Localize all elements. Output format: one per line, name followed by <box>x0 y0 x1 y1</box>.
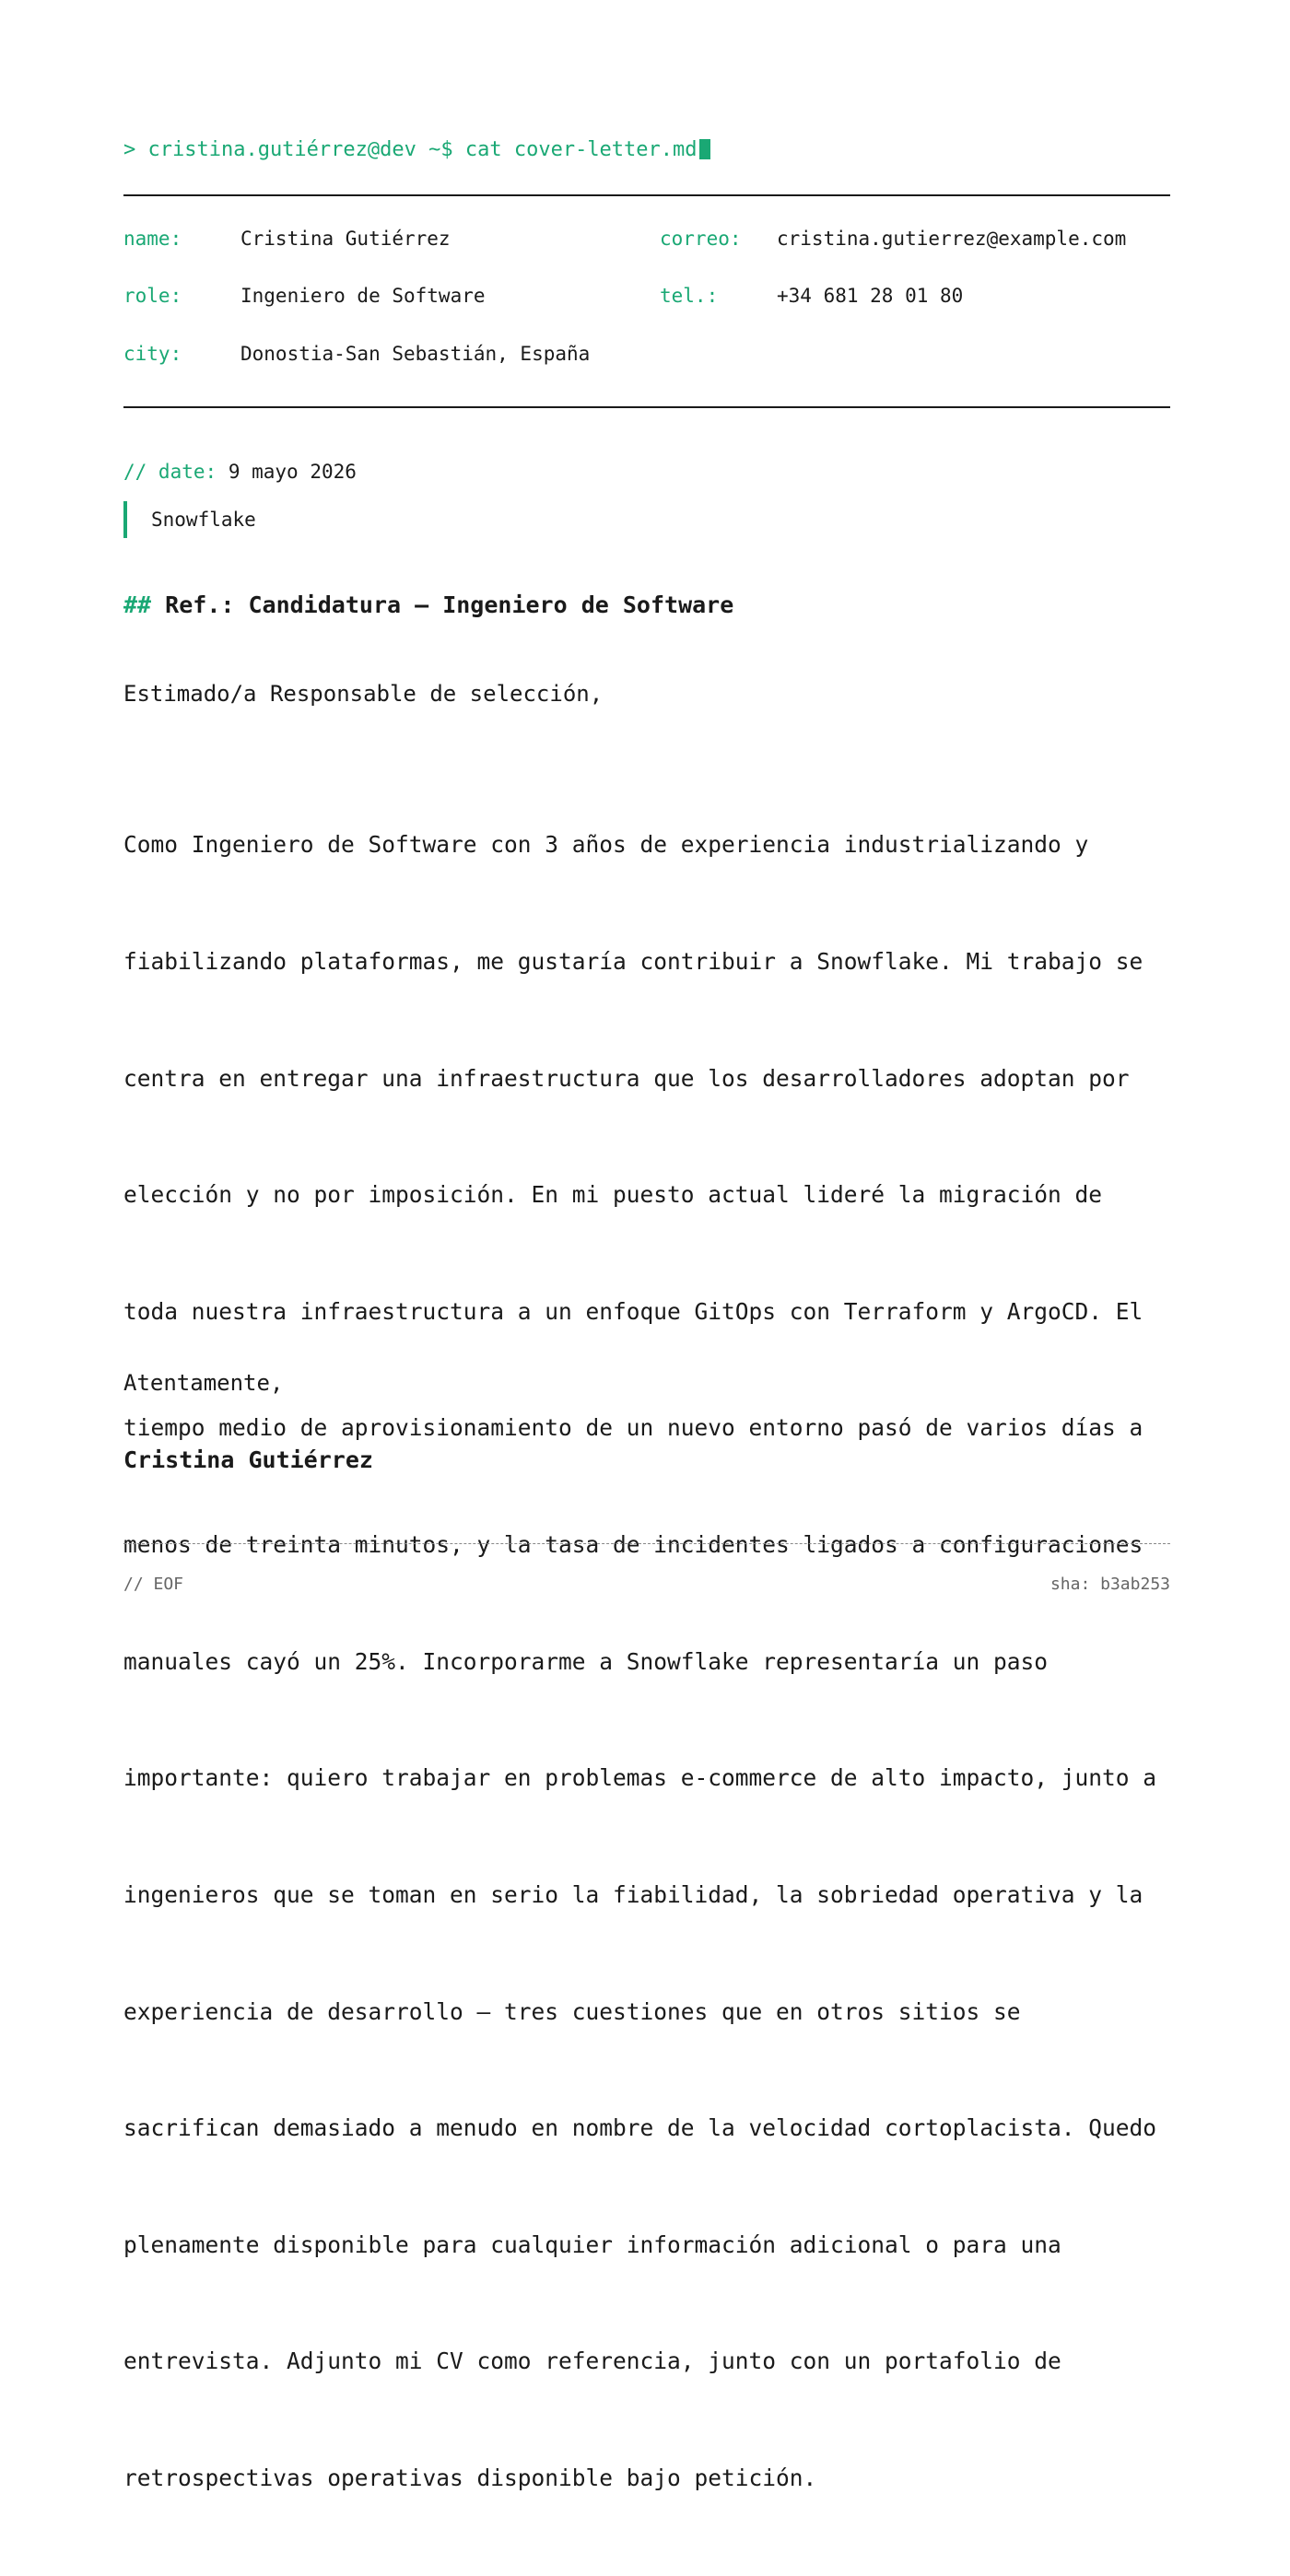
body-line: sacrifican demasiado a menudo en nombre de la velocidad cortoplacista. Quedo <box>123 2114 1157 2142</box>
subject-heading <box>123 591 733 618</box>
body-line: manuales cayó un 25%. Incorporarme a Snowflake representaría un paso <box>123 1647 1049 1675</box>
body-line: elección y no por imposición. En mi puesto actual lideré la migración de <box>123 1181 1103 1209</box>
signature: Cristina Gutiérrez <box>123 1446 373 1473</box>
body-line: toda nuestra infraestructura a un enfoque GitOps con Terraform y ArgoCD. El <box>123 1297 1143 1325</box>
letter-body <box>123 748 1174 2576</box>
email-value: cristina.gutierrez@example.com <box>777 228 1127 250</box>
body-line: experiencia de desarrollo — tres cuestiones que en otros sitios se <box>123 1997 1021 2025</box>
role-value: Ingeniero de Software <box>240 285 486 307</box>
name-key: name: <box>123 228 182 250</box>
body-line: retrospectivas operativas disponible bajo petición. <box>123 2464 817 2491</box>
city-key: city: <box>123 343 182 365</box>
salutation: Estimado/a Responsable de selección, <box>123 681 604 707</box>
date-value: 9 mayo 2026 <box>228 461 357 483</box>
role-key: role: <box>123 285 182 307</box>
prompt-text: > cristina.gutiérrez@dev ~$ cat cover-letter.md <box>123 138 698 161</box>
footer-sha: sha: b3ab253 <box>1050 1575 1170 1594</box>
email-key: correo: <box>660 228 742 250</box>
body-line: entrevista. Adjunto mi CV como referencia, junto con un portafolio de <box>123 2348 1061 2375</box>
city-value: Donostia-San Sebastián, España <box>240 343 591 365</box>
heading-hash: ## <box>123 591 152 618</box>
header-top-divider <box>123 194 1170 196</box>
cursor-block <box>699 139 710 159</box>
body-line: fiabilizando plataformas, me gustaría contribuir a Snowflake. Mi trabajo se <box>123 948 1143 976</box>
body-line: importante: quiero trabajar en problemas e-commerce de alto impacto, junto a <box>123 1764 1157 1792</box>
recipient-name: Snowflake <box>151 509 256 531</box>
body-line: menos de treinta minutos, y la tasa de incidentes ligados a configuraciones <box>123 1531 1143 1559</box>
name-value: Cristina Gutiérrez <box>240 228 451 250</box>
header-bottom-divider <box>123 406 1170 408</box>
recipient-block <box>123 501 256 538</box>
phone-field <box>660 285 964 373</box>
body-line: plenamente disponible para cualquier información adicional o para una <box>123 2231 1061 2258</box>
footer-divider <box>123 1543 1170 1544</box>
city-field <box>123 343 591 431</box>
closing: Atentamente, <box>123 1370 284 1396</box>
phone-value: +34 681 28 01 80 <box>777 285 964 307</box>
date-prefix: // date: <box>123 461 217 483</box>
phone-key: tel.: <box>660 285 719 307</box>
body-line: tiempo medio de aprovisionamiento de un nuevo entorno pasó de varios días a <box>123 1414 1143 1442</box>
body-line: ingenieros que se toman en serio la fiabilidad, la sobriedad operativa y la <box>123 1880 1143 1908</box>
body-line: centra en entregar una infraestructura que los desarrolladores adoptan por <box>123 1064 1130 1092</box>
body-line: Como Ingeniero de Software con 3 años de experiencia industrializando y <box>123 831 1089 859</box>
footer-eof: // EOF <box>123 1575 184 1594</box>
terminal-prompt <box>123 138 710 161</box>
subject-text: Ref.: Candidatura — Ingeniero de Software <box>165 591 734 618</box>
letter-date <box>123 461 357 483</box>
